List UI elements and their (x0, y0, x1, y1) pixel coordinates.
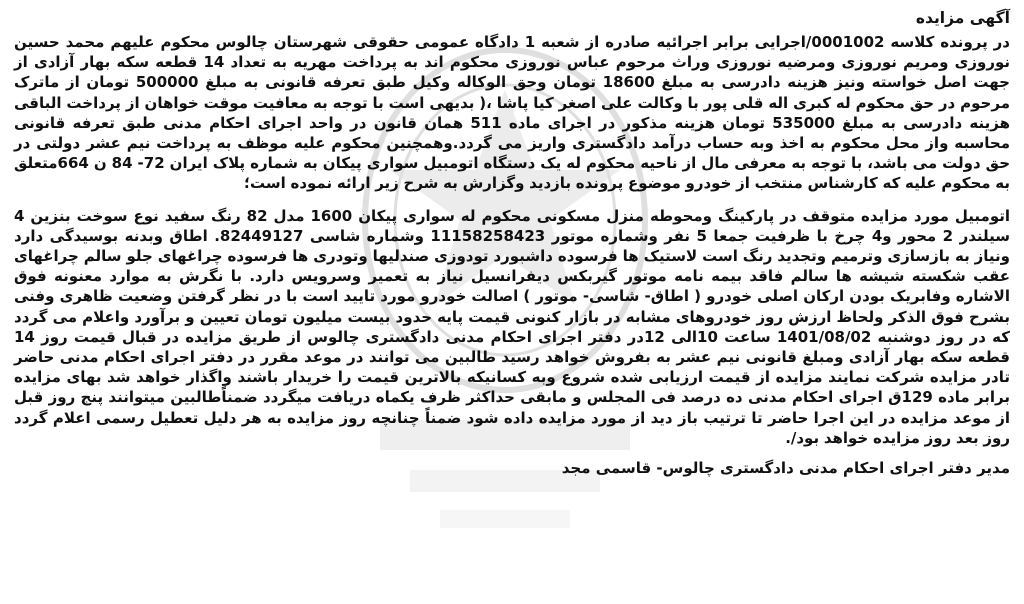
notice-paragraph-case-details: در پرونده کلاسه 0001002/اجرایی برابر اجرائیه صادره از شعبه 1 دادگاه عمومی حقوقی شهرستان چالوس محکوم علیهم محمد حسین نوروزی ومریم نوروزی ومرضیه نوروزی وراث مرحوم عباس نوروزی محکوم اند به پرداخت مهریه به تعداد 14 قطعه سکه بهار آزادی از جهت اصل خواسته ونیز هزینه دادرسی به مبلغ 18600 تومان وحق الوکاله وکیل طبق تعرفه قانونی به مبلغ 500000 تومان از ماترک مرحوم در حق محکوم له کبری اله قلی پور با وکالت علی اصغر کیا پاشا ،( بدیهی است با توجه به معافیت موقت خواهان از پرداخت الباقی هزینه دادرسی به مبلغ 535000 تومان هزینه مذکور در اجرای ماده 511 همان قانون در واحد اجرای احکام مدنی طبق تعرفه قانونی محاسبه واز محل محکوم به اخذ وبه حساب درآمد دادگستری واریز می گردد.وهمچنین محکوم علیه موظف به پرداخت نیم عشر دولتی در حق دولت می باشد، با توجه به معرفی مال از ناحیه محکوم له یک دستگاه اتومبیل سواری پیکان به شماره پلاک ایران 72- 84 ن 664متعلق به محکوم علیه که کارشناس منتخب از خودرو موضوع پرونده بازدید وگزارش به شرح زیر ارائه نموده است؛ (14, 33, 1011, 193)
notice-title: آگهی مزایده (915, 9, 1010, 27)
notice-signature: مدیر دفتر اجرای احکام مدنی دادگستری چالوس- قاسمی مجد (561, 459, 1010, 478)
notice-paragraph-vehicle-auction: اتومبیل مورد مزایده متوقف در پارکینگ ومحوطه منزل مسکونی محکوم له سواری پیکان 1600 مدل 82 رنگ سفید نوع سوخت بنزین 4 سیلندر 2 محور و4 چرخ با ظرفیت جمعا 5 نفر وشماره موتور 11158258423 وشماره شاسی 82449127. اطاق وبدنه بوسیدگی دارد ونیاز به بازسازی وترمیم وتجدید رنگ است لاستیک ها فرسوده داشبورد تودوزی صندلیها وتودری ها فرسوده چراغهای جلو سالم چراغهای عقب شکسته شیشه ها سالم فاقد بیمه نامه موتور گیربکس دیفرانسیل نیاز به تعمیر وسرویس دارد. با نگرش به موارد معنونه فوق الاشاره وفابریک بودن ارکان اصلی خودرو ( اطاق- شاسی- موتور ) اصالت خودرو مورد تایید است با در نظر گرفتن وضعیت ظاهری وفنی بشرح فوق الذکر ولحاظ ارزش روز خودروهای مشابه در بازار کنونی قیمت پایه حدود بیست میلیون تومان تعیین و برآورد واعلام می گردد که در روز دوشنبه 1401/08/02 ساعت 10الی 12در دفتر اجرای احکام مدنی دادگستری چالوس از طریق مزایده در قبال قیمت روز 14 قطعه سکه بهار آزادی ومبلغ قانونی نیم عشر به بفروش خواهد رسید طالبین می توانند در موعد مقرر در دفتر اجرای احکام مدنی حاضر تادر مزایده شرکت نمایند مزایده از قیمت ارزیابی شده شروع وبه کسانیکه بالاترین قیمت را خریدار باشند واگذار خواهد شد بهای مزایده برابر ماده 129ق اجرای احکام مدنی ده درصد فی المجلس و مابقی حداکثر ظرف یکماه دریافت میگردد ضمناًطالبین میتوانند پنج روز قبل از موعد مزایده در این اجرا حاضر تا ترتیب باز دید از مورد مزایده داده شود ضمناً چنانچه روز مزایده به هر دلیل تعطیل رسمی اعلام گردد روز بعد روز مزایده خواهد بود/. (14, 206, 1011, 447)
